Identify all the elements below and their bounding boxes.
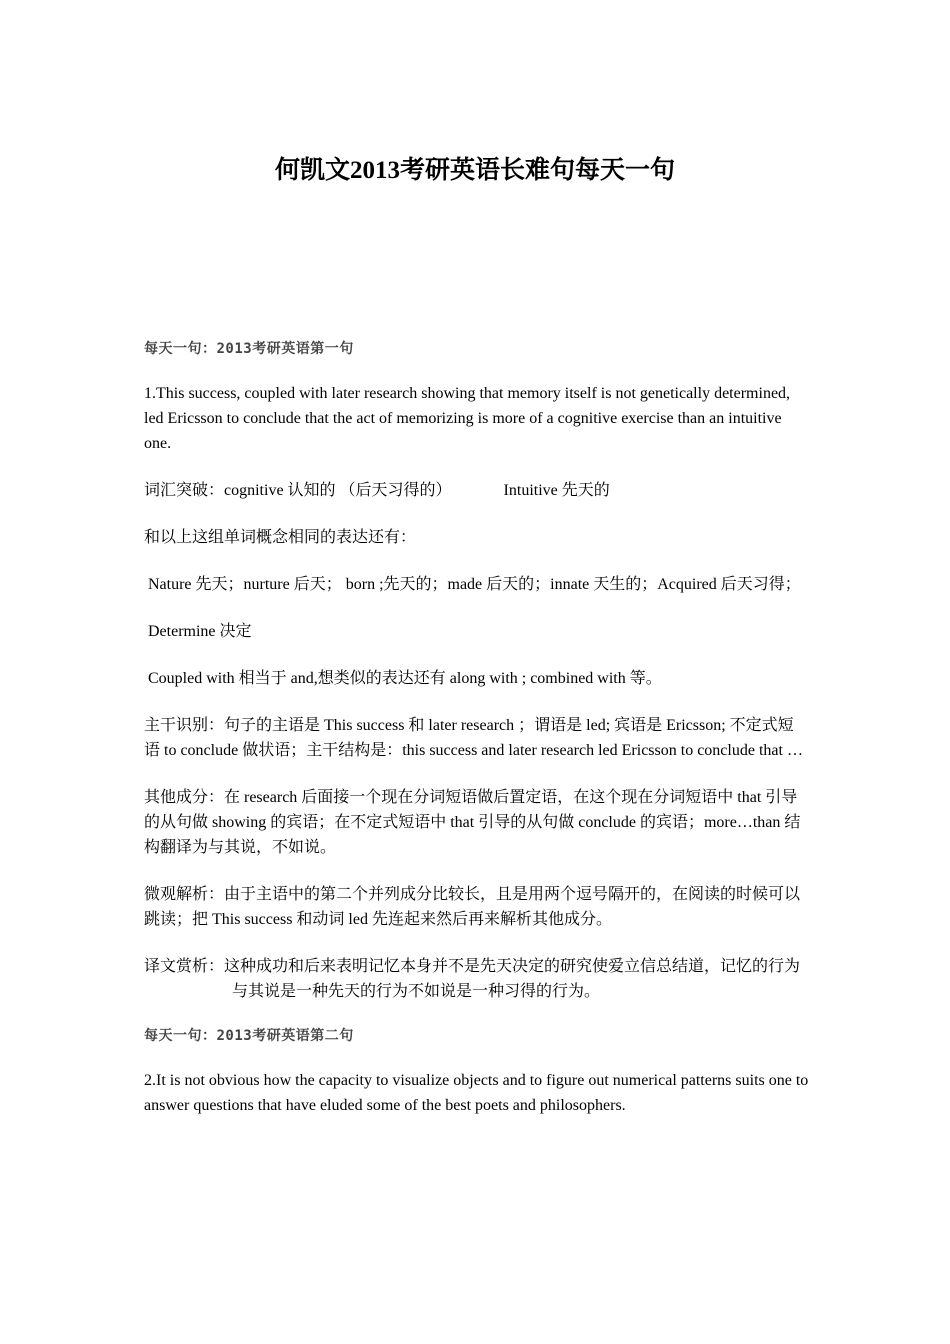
- micro-analysis: 微观解析：由于主语中的第二个并列成分比较长，且是用两个逗号隔开的，在阅读的时候可以跳读；把 This success 和动词 led 先连起来然后再来解析其他成分。: [144, 886, 801, 928]
- vocab-word-list: Nature 先天；nurture 后天； born ;先天的；made 后天的；innate 天生的；Acquired 后天习得；: [148, 576, 801, 593]
- section-1-heading: 每天一句：2013考研英语第一句: [144, 341, 354, 357]
- sentence-1: 1.This success, coupled with later research showing that memory itself is not genetically determined, led Ericsson to conclude that the act of memorizing is more of a cognitive exercise than an intuitive one.: [144, 385, 791, 452]
- other-components-analysis: 其他成分：在 research 后面接一个现在分词短语做后置定语，在这个现在分词短语中 that 引导的从句做 showing 的宾语；在不定式短语中 that 引导的从句做 conclude 的宾语；more…than 结构翻译为与其说，不如说。: [144, 789, 801, 856]
- vocab-coupled-with: Coupled with 相当于 and,想类似的表达还有 along with ; combined with 等。: [148, 670, 662, 687]
- vocab-cognitive-text: 词汇突破：cognitive 认知的 （后天习得的）: [144, 482, 452, 499]
- document-body: [144, 339, 809, 1118]
- vocab-intuitive-text: Intuitive 先天的: [503, 482, 610, 499]
- vocab-related-intro: 和以上这组单词概念相同的表达还有：: [144, 529, 417, 546]
- page-title: 何凯文2013考研英语长难句每天一句: [274, 157, 675, 184]
- main-structure-analysis: 主干识别：句子的主语是 This success 和 later research ；谓语是 led; 宾语是 Ericsson; 不定式短语 to conclude 做状语；主干结构是：this success and later research led Ericsson to conclude that …: [144, 717, 803, 759]
- vocab-determine: Determine 决定: [148, 623, 252, 640]
- section-2-heading: 每天一句：2013考研英语第二句: [144, 1028, 354, 1044]
- vocab-cognitive: [144, 478, 809, 503]
- translation-appreciation: 译文赏析：这种成功和后来表明记忆本身并不是先天决定的研究使爱立信总结道，记忆的行为与其说是一种先天的行为不如说是一种习得的行为。: [144, 958, 801, 1000]
- sentence-2: 2.It is not obvious how the capacity to visualize objects and to figure out numerical patterns suits one to answer questions that have eluded some of the best poets and philosophers.: [144, 1072, 809, 1114]
